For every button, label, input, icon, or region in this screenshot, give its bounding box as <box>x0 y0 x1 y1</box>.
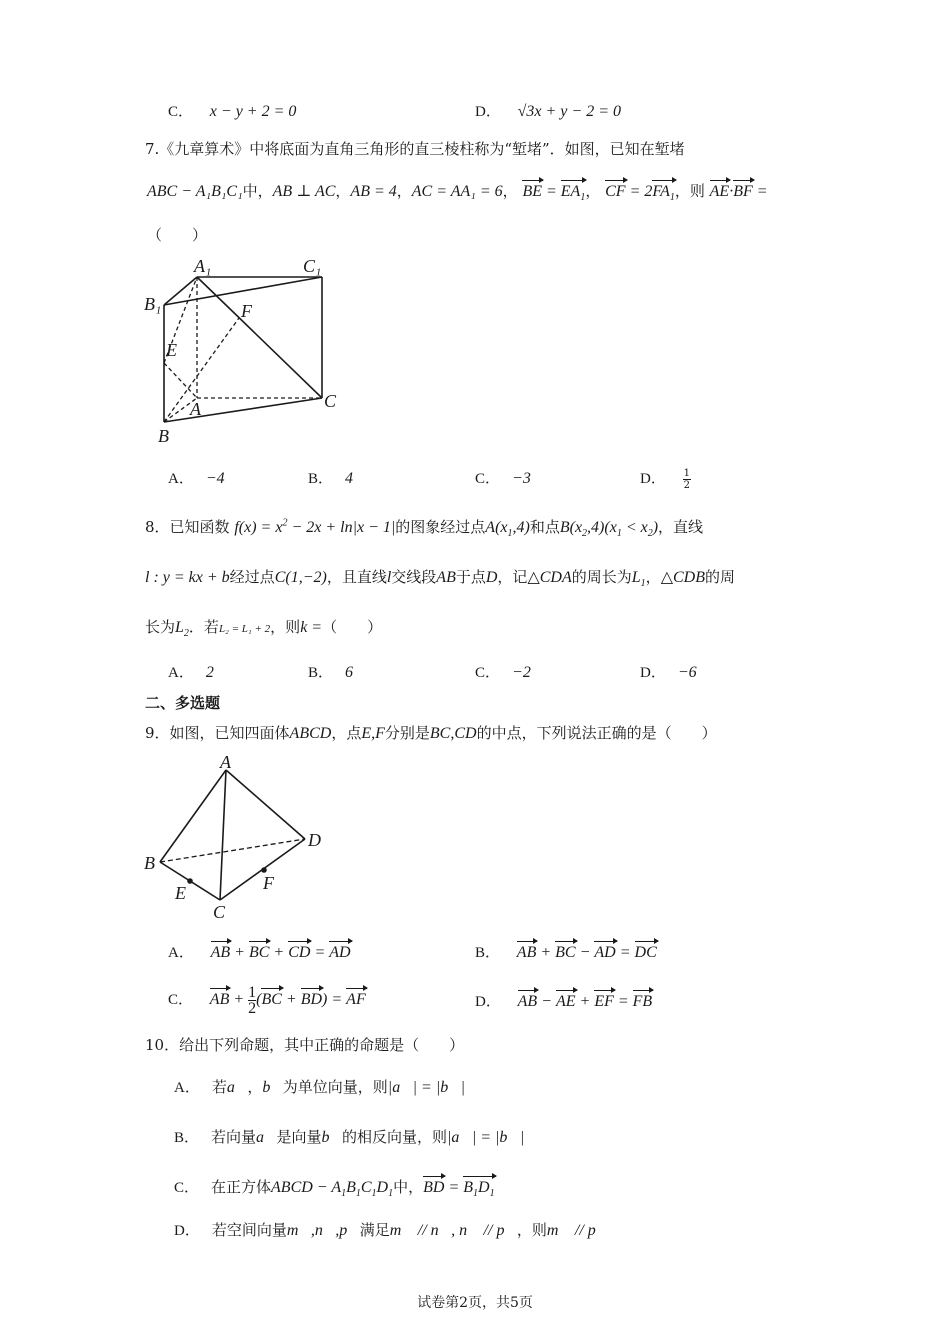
q9-point-e-dot <box>187 878 193 884</box>
q8-text-15: ，则 <box>270 618 301 636</box>
q10-option-c <box>174 1176 495 1199</box>
q9-label-b: B <box>144 853 155 873</box>
q8-function: $f(x) = x^2 - 2x + \ln|x - 1|$ <box>234 517 396 536</box>
q7-stem-line1: 7.《九章算术》中将底面为直角三角形的直三棱柱称为“堑堵”．如图，已知在堑堵 <box>145 140 685 158</box>
q9-label-a: A <box>220 752 231 772</box>
q9-option-d-expr: AB − AE + EF = FB <box>517 993 653 1010</box>
q9-text-3: 分别是 <box>384 724 430 742</box>
q7-then: ，则 <box>674 182 705 200</box>
q9-tetrahedron-figure <box>140 752 340 924</box>
q8-option-a-text: 2 <box>205 664 214 681</box>
q9-label-c: C <box>213 902 226 922</box>
q10-b-text-2: 是向量 <box>276 1128 322 1146</box>
q8-point-a: $A(x_1,4)$ <box>485 519 530 540</box>
q8-option-c-text: −2 <box>512 664 531 681</box>
q9-option-b <box>475 941 657 962</box>
q10-option-c-label: C． <box>174 1180 200 1196</box>
q8-option-d <box>640 661 697 682</box>
q8-text-10: 的周长为 <box>571 568 632 586</box>
q10-stem: 10．给出下列命题，其中正确的命题是（ ） <box>145 1036 465 1054</box>
q7-text-zhong: 中， <box>242 182 273 200</box>
q9-option-a <box>168 941 351 962</box>
q9-abcd: ABCD <box>289 725 332 742</box>
q9-text-1: 9．如图，已知四面体 <box>145 724 290 742</box>
q6-option-d-text: √3x + y − 2 = 0 <box>517 103 621 120</box>
q7-label-b: B <box>158 426 169 446</box>
q8-option-b-text: 6 <box>345 664 354 681</box>
q8-option-b-label: B． <box>308 665 334 681</box>
q8-cda: △CDA <box>527 569 572 586</box>
q8-k: k = <box>300 619 323 636</box>
q7-option-d-fraction <box>683 468 691 491</box>
q6-option-c-label: C． <box>168 104 194 120</box>
q9-bc-cd: BC,CD <box>429 725 477 742</box>
q9-option-c-expr: AB + $\frac{1}{2}$ (BC + BD) = AF <box>209 984 366 1017</box>
q8-text-6: ，且直线 <box>326 568 387 586</box>
q10-c-text-1: 在正方体 <box>211 1178 272 1196</box>
q6-option-c-text: x − y + 2 = 0 <box>209 103 297 120</box>
q10-a-text-2: ， <box>247 1078 263 1096</box>
q10-a-vec-b: b⃗ <box>262 1079 283 1096</box>
q7-comma4: ， <box>585 182 601 200</box>
q7-cond1: AB ⊥ AC <box>272 183 336 200</box>
q9-option-a-expr: AB + BC + CD = AD <box>210 944 351 961</box>
q9-ef: E,F <box>361 725 385 742</box>
q7-paren: （ ） <box>147 226 208 244</box>
q10-a-text-1: 若 <box>211 1078 227 1096</box>
q9-point-f-dot <box>261 867 267 873</box>
q10-a-expr: |a⃗| = |b⃗| <box>387 1079 466 1096</box>
q10-b-vec-a: a⃗ <box>256 1129 277 1146</box>
q9-option-b-label: B． <box>475 945 501 961</box>
q10-a-text-3: 为单位向量，则 <box>282 1078 388 1096</box>
q10-b-text-3: 的相反向量，则 <box>341 1128 447 1146</box>
q9-text-4: 的中点，下列说法正确的是（ ） <box>476 724 717 742</box>
q7-option-b <box>308 467 353 488</box>
q8-l: l <box>386 569 392 586</box>
q10-option-b-label: B． <box>174 1130 200 1146</box>
q8-text-3: 和点 <box>529 518 560 536</box>
q9-option-d <box>475 990 652 1011</box>
q8-text-16: （ ） <box>322 618 383 636</box>
q7-cond4: BE = $EA_1$ <box>522 183 586 204</box>
q10-d-text-3: ，则 <box>516 1221 547 1239</box>
q8-l1: $L_1$ <box>631 569 646 590</box>
q10-d-concl: m⃗ // p⃗ <box>546 1222 609 1239</box>
q10-c-expr: BD = $B_1D_1$ <box>423 1179 495 1200</box>
q9-option-c-label: C． <box>168 992 194 1009</box>
q7-label-a1: A₁ <box>194 256 212 276</box>
q10-option-a-label: A． <box>174 1080 200 1096</box>
q7-stem-line2 <box>147 180 768 203</box>
q7-label-c1: C₁ <box>303 256 322 276</box>
q8-text-13: 长为 <box>145 618 176 636</box>
q7-comma2: ， <box>396 182 412 200</box>
q8-ab: AB <box>436 569 456 586</box>
q10-d-vecs: m⃗,n⃗,p⃗ <box>286 1222 360 1239</box>
q7-cond2: AB = 4 <box>350 183 397 200</box>
q7-cond3: AC = AA₁ = 6 <box>411 183 503 200</box>
q8-text-9: ，记 <box>497 568 528 586</box>
q10-b-vec-b: b⃗ <box>321 1129 342 1146</box>
q8-l2: $L_2$ <box>175 619 189 640</box>
q6-option-d <box>475 100 621 121</box>
q8-option-d-text: −6 <box>677 664 697 681</box>
q9-text-2: ，点 <box>331 724 362 742</box>
q9-label-d: D <box>308 830 321 850</box>
q7-label-e: E <box>166 340 177 360</box>
q7-ask: AE·BF = <box>709 183 768 200</box>
q7-option-a-text: −4 <box>205 470 225 487</box>
q7-label-b1: B₁ <box>144 294 162 314</box>
q8-text-1: 8．已知函数 <box>145 518 230 536</box>
q7-label-f: F <box>241 301 252 321</box>
q10-b-expr: |a⃗| = |b⃗| <box>446 1129 525 1146</box>
q7-prism-figure <box>140 252 350 452</box>
q7-prism-name: ABC − A₁B₁C₁ <box>147 183 243 200</box>
q7-option-a-label: A． <box>168 471 194 487</box>
q8-text-14: ．若 <box>188 618 219 636</box>
section-heading-multi-choice: 二、多选题 <box>145 694 221 712</box>
q8-stem-line1 <box>145 516 703 539</box>
q7-option-c-label: C． <box>475 471 501 487</box>
q7-option-b-label: B． <box>308 471 334 487</box>
q7-option-b-text: 4 <box>345 470 354 487</box>
q9-label-e: E <box>175 883 186 903</box>
q8-option-c-label: C． <box>475 665 501 681</box>
q8-stem-line3 <box>145 616 382 639</box>
q7-option-d-num: 1 <box>683 467 690 479</box>
q8-line-l: l : y = kx + b <box>145 569 230 586</box>
q6-option-d-label: D． <box>475 104 501 120</box>
q9-option-b-expr: AB + BC − AD = DC <box>516 944 657 961</box>
q8-d: D <box>485 569 498 586</box>
q8-cdb: △CDB <box>660 569 705 586</box>
q8-condition: L₂ = L₁ + 2 <box>218 623 271 635</box>
q8-text-5: 经过点 <box>229 568 275 586</box>
q8-point-c: C(1,−2) <box>274 569 327 586</box>
q6-option-c <box>168 100 296 121</box>
q7-option-d-den: 2 <box>683 479 690 491</box>
q7-option-c-text: −3 <box>512 470 531 487</box>
q10-c-cube: ABCD − $A_1B_1C_1D_1$ <box>271 1179 394 1200</box>
q10-option-d <box>174 1219 608 1240</box>
q9-option-a-label: A． <box>168 945 194 961</box>
q9-stem <box>145 722 717 743</box>
q10-d-text-2: 满足 <box>359 1221 390 1239</box>
q10-b-text-1: 若向量 <box>211 1128 257 1146</box>
q10-option-b <box>174 1126 524 1147</box>
q10-option-a <box>174 1076 465 1097</box>
q10-d-text-1: 若空间向量 <box>211 1221 287 1239</box>
q8-option-c <box>475 661 531 682</box>
q8-text-11: ， <box>645 568 661 586</box>
q8-option-a-label: A． <box>168 665 194 681</box>
q7-cond5: CF = $2FA_1$ <box>605 183 675 204</box>
q8-text-2: 的图象经过点 <box>395 518 486 536</box>
q7-option-c <box>475 467 531 488</box>
q7-label-c: C <box>324 391 337 411</box>
q8-option-a <box>168 661 214 682</box>
q8-text-12: 的周 <box>705 568 736 586</box>
q7-option-d-label: D． <box>640 471 666 487</box>
q8-text-4: ，直线 <box>658 518 704 536</box>
q8-option-b <box>308 661 353 682</box>
q8-point-b: $B(x_2,4)(x_1 < x_2)$ <box>559 519 659 540</box>
q8-stem-line2 <box>145 566 735 589</box>
q8-option-d-label: D． <box>640 665 666 681</box>
q7-option-d <box>640 467 691 491</box>
q10-c-text-2: 中， <box>393 1178 424 1196</box>
q10-d-cond: m⃗ // n⃗, n⃗ // p⃗ <box>389 1222 517 1239</box>
q9-option-d-label: D． <box>475 994 501 1010</box>
page-footer: 试卷第2页，共5页 <box>417 1295 533 1311</box>
q10-option-d-label: D． <box>174 1223 200 1239</box>
q8-text-7: 交线段 <box>391 568 437 586</box>
q7-label-a: A <box>190 399 201 419</box>
q7-comma3: ， <box>502 182 518 200</box>
q7-option-a <box>168 467 225 488</box>
q7-comma1: ， <box>335 182 351 200</box>
q9-label-f: F <box>263 873 274 893</box>
q8-text-8: 于点 <box>455 568 486 586</box>
q10-a-vec-a: a⃗ <box>226 1079 248 1096</box>
q9-option-c <box>168 985 366 1016</box>
